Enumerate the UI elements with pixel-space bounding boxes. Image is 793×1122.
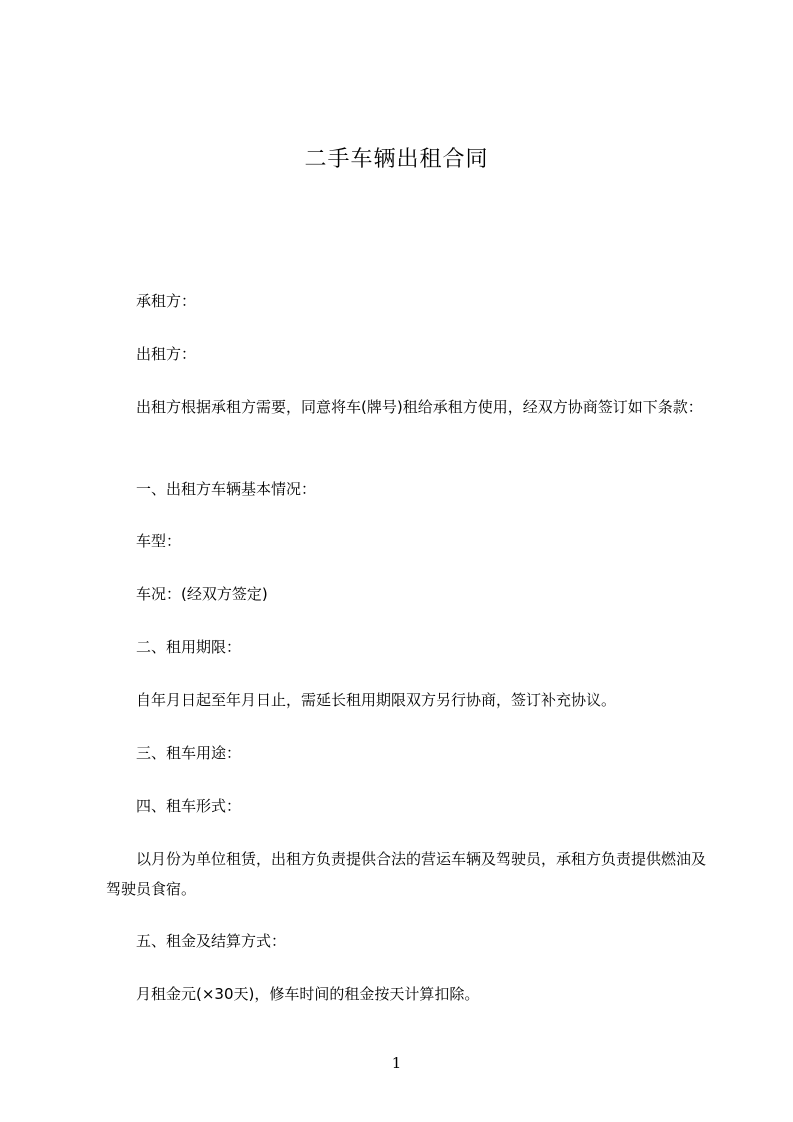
paragraph-vehicle-model: 车型： bbox=[136, 532, 182, 550]
paragraph-term: 自年月日起至年月日止，需延长租用期限双方另行协商，签订补充协议。 bbox=[136, 691, 617, 709]
section-heading-vehicle: 一、出租方车辆基本情况： bbox=[136, 480, 317, 498]
section-heading-rent: 五、租金及结算方式： bbox=[136, 932, 287, 950]
paragraph-form: 以月份为单位租赁，出租方负责提供合法的营运车辆及驾驶员，承租方负责提供燃油及驾驶员食宿。 bbox=[106, 850, 707, 898]
document-title: 二手车辆出租合同 bbox=[304, 147, 489, 172]
paragraph-intro: 出租方根据承租方需要，同意将车(牌号)租给承租方使用，经双方协商签订如下条款： bbox=[136, 398, 703, 416]
section-heading-form: 四、租车形式： bbox=[136, 797, 242, 815]
section-heading-term: 二、租用期限： bbox=[136, 638, 242, 656]
section-heading-purpose: 三、租车用途： bbox=[136, 744, 242, 762]
paragraph-lessee: 承租方： bbox=[136, 292, 197, 310]
paragraph-lessor: 出租方： bbox=[136, 345, 197, 363]
paragraph-vehicle-condition: 车况：(经双方签定) bbox=[136, 585, 268, 603]
page-number: 1 bbox=[391, 1054, 402, 1072]
paragraph-rent: 月租金元(×30天)，修车时间的租金按天计算扣除。 bbox=[136, 985, 480, 1003]
